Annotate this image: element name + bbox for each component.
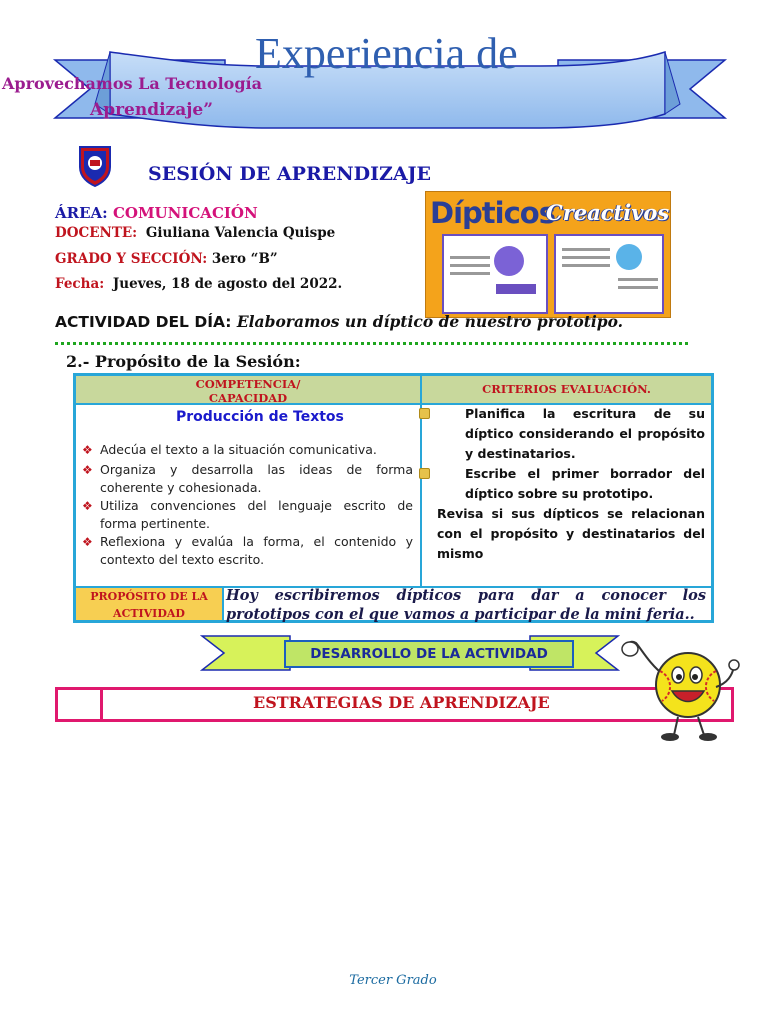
thumbnail-panel-right — [554, 234, 664, 314]
competencia-header-line1: COMPETENCIA/ — [195, 377, 301, 391]
header-title-line1: Experiencia de — [255, 29, 518, 78]
docente-line — [55, 225, 335, 241]
fecha-value: Jueves, 18 de agosto del 2022. — [112, 276, 343, 292]
proposito-actividad-text — [226, 586, 706, 624]
fecha-line — [55, 276, 342, 292]
actividad-value: Elaboramos un díptico de nuestro prototipo. — [236, 312, 624, 331]
criterios-header-text: CRITERIOS EVALUACIÓN. — [482, 382, 651, 396]
criterio-item: Escribe el primer borrador del díptico sobre su prototipo. — [437, 464, 705, 504]
header-title-line3: Aprendizaje” — [90, 100, 213, 120]
checklist-icon — [419, 408, 430, 419]
criterios-list — [437, 404, 705, 564]
diamond-bullet-icon: ❖ — [82, 463, 93, 477]
estrategias-side-cell — [58, 690, 103, 719]
grado-label: GRADO Y SECCIÓN: — [55, 251, 208, 267]
capacidad-item: ❖ Adecúa el texto a la situación comunicativa. — [82, 442, 377, 457]
criterios-header — [421, 375, 712, 404]
docente-label: DOCENTE: — [55, 225, 138, 241]
competencia-header-line2: CAPACIDAD — [208, 391, 288, 405]
grado-value: 3ero “B” — [211, 251, 278, 267]
fecha-label: Fecha: — [55, 276, 105, 292]
header-title-line2: Aprovechamos La Tecnología — [2, 74, 262, 93]
checklist-icon — [419, 468, 430, 479]
proposito-text-line1: Hoy escribiremos dípticos para dar a conocer los — [226, 587, 706, 604]
diamond-bullet-icon: ❖ — [82, 443, 93, 457]
capacidad-item: ❖ Organiza y desarrolla las ideas de forma coherente y cohesionada. — [82, 462, 413, 495]
thumbnail-panel-left — [442, 234, 548, 314]
desarrollo-label: DESARROLLO DE LA ACTIVIDAD — [284, 640, 574, 668]
actividad-label: ACTIVIDAD DEL DÍA: — [55, 313, 232, 331]
school-logo-icon — [78, 143, 112, 187]
competencia-header — [75, 375, 421, 404]
diamond-bullet-icon: ❖ — [82, 535, 93, 549]
capacidad-item: ❖ Reflexiona y evalúa la forma, el contenido y contexto del texto escrito. — [82, 534, 413, 567]
smiling-ball-mascot-icon — [620, 635, 740, 743]
proposito-label-line1: PROPÓSITO DE LA — [90, 590, 208, 603]
capacidad-item: ❖ Utiliza convenciones del lenguaje escrito de forma pertinente. — [82, 498, 413, 531]
proposito-actividad-label-cell — [75, 587, 223, 621]
dipticos-thumbnail-image — [425, 191, 671, 318]
footer-text: Tercer Grado — [349, 973, 437, 988]
diamond-bullet-icon: ❖ — [82, 499, 93, 513]
area-label: ÁREA: — [55, 204, 108, 222]
grado-line — [55, 251, 278, 267]
capacidades-list — [82, 441, 413, 569]
criterio-item: Revisa si sus dípticos se relacionan con el propósito y destinatarios del mismo — [437, 506, 705, 561]
area-value: COMUNICACIÓN — [112, 204, 258, 222]
proposito-heading: 2.- Propósito de la Sesión: — [66, 352, 301, 371]
competencia-title: Producción de Textos — [176, 409, 344, 425]
thumbnail-subtitle: Creactivos — [546, 200, 670, 225]
estrategias-label: ESTRATEGIAS DE APRENDIZAJE — [253, 693, 550, 712]
criterio-item: Planifica la escritura de su díptico considerando el propósito y destinatarios. — [437, 404, 705, 464]
docente-value: Giuliana Valencia Quispe — [145, 225, 336, 241]
dotted-divider — [55, 342, 688, 345]
thumbnail-title: Dípticos — [430, 196, 555, 230]
proposito-label-line2: ACTIVIDAD — [113, 607, 185, 620]
actividad-line — [55, 312, 623, 331]
session-title: SESIÓN DE APRENDIZAJE — [148, 163, 432, 185]
area-line — [55, 204, 258, 222]
proposito-text-line2: prototipos con el que vamos a participar de la mini feria.. — [226, 606, 695, 623]
